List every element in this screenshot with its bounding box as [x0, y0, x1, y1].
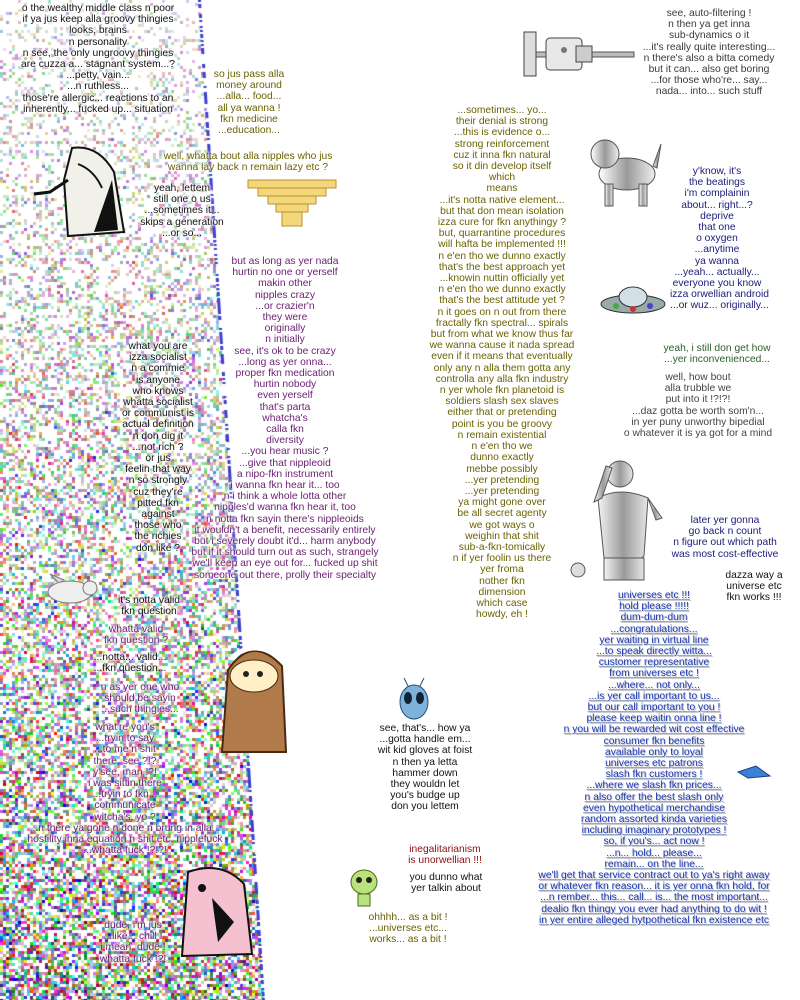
- ineg-block: [395, 844, 495, 866]
- denial-block: [404, 105, 600, 620]
- text-line: don you lettem: [391, 801, 459, 813]
- text-line: should be sayin: [104, 693, 176, 705]
- text-line: n yer whole fkn planetoid is: [439, 385, 565, 397]
- text-line: n i think a whole lotta other: [223, 491, 347, 503]
- pocket-watch-icon: [568, 560, 588, 580]
- text-line: well, how bout: [665, 372, 731, 383]
- notta2-block: [80, 652, 180, 674]
- text-line: available only to loyal: [605, 746, 703, 758]
- text-line: ...alla... food...: [216, 91, 282, 103]
- text-line: ...to me n shit: [94, 744, 156, 756]
- text-line: n as yer one who: [100, 682, 180, 693]
- text-line: someone out there, prolly their specialty: [193, 569, 376, 581]
- text-line: fkn question: [121, 606, 177, 618]
- text-line: deprive: [700, 210, 734, 222]
- text-line: see, that's... how ya: [379, 723, 471, 734]
- well-how-block: [608, 372, 788, 439]
- alien-head-icon: [396, 676, 432, 724]
- text-line: ...whatta fuck !?!?!: [83, 845, 167, 857]
- text-line: yeah, i still don get how: [663, 343, 771, 354]
- text-line: n don dig it: [132, 430, 184, 442]
- text-line: or jus: [145, 453, 171, 465]
- text-line: ...anytime: [694, 244, 740, 256]
- text-line: money around: [216, 80, 282, 92]
- text-line: don like ?: [135, 542, 181, 554]
- text-line: go back n count: [688, 526, 762, 538]
- text-line: cuz they're: [133, 486, 183, 498]
- text-line: ...n rember... this... call... is... the most important...: [540, 892, 768, 904]
- text-line: ...where we slash fkn prices...: [586, 780, 722, 792]
- text-line: dunno exactly: [470, 452, 534, 464]
- text-line: n notta fkn sayin there's nippleoids: [206, 513, 364, 525]
- text-line: ...it's notta native element...: [439, 194, 565, 206]
- text-line: in yer puny unworthy bipedial: [631, 416, 765, 428]
- text-line: the beatings: [688, 177, 746, 189]
- text-line: makin other: [258, 278, 312, 290]
- blue-shard-icon: [736, 764, 772, 780]
- text-line: n figure out which path: [673, 537, 777, 549]
- text-line: from universes etc !: [609, 668, 699, 680]
- text-line: ...sometimes... yo...: [457, 105, 547, 116]
- text-line: izza orwellian android: [670, 289, 770, 301]
- text-line: i mean, dude !: [100, 942, 166, 954]
- text-line: nother fkn: [479, 575, 525, 587]
- text-line: izza socialist: [129, 352, 187, 364]
- text-line: or communist is: [121, 408, 195, 420]
- text-line: dazza way a: [725, 570, 783, 581]
- text-line: including imaginary prototypes !: [581, 825, 727, 837]
- sailor-hat-icon: [208, 640, 298, 760]
- text-line: o oxygen: [696, 233, 738, 245]
- text-line: even hypothetical merchandise: [583, 802, 725, 814]
- text-line: n e'en tho we dunno exactly: [438, 250, 566, 262]
- text-line: ...like... chill !: [103, 931, 163, 943]
- text-line: ...long as yer onna...: [238, 356, 332, 368]
- later-block: [658, 515, 792, 560]
- text-line: n e'en tho we: [471, 441, 533, 453]
- text-line: what're you's: [95, 722, 155, 733]
- text-line: ...universes etc...: [369, 923, 447, 935]
- text-line: ...n ruthless...: [67, 81, 129, 93]
- text-line: only any n alla them gotta any: [433, 362, 571, 374]
- text-line: n you will be rewarded wit cost effective: [563, 724, 745, 736]
- text-line: or whatever fkn reason... it is yer onna fkn hold, for: [538, 881, 770, 893]
- text-line: n remain existential: [457, 429, 547, 441]
- ufo-icon: [598, 282, 668, 322]
- text-line: nipples crazy: [254, 289, 316, 301]
- text-line: ...give that nippleoid: [239, 457, 331, 469]
- text-line: i'm complainin: [684, 188, 750, 200]
- text-line: fkn works !!!: [726, 592, 782, 604]
- ziggurat-icon: [240, 170, 344, 230]
- text-line: ...yeah... actually...: [674, 266, 760, 278]
- text-line: be all secret agenty: [457, 508, 547, 520]
- text-line: ...tryin to say: [95, 733, 155, 745]
- text-line: against: [141, 509, 175, 521]
- text-line: looks, brains: [69, 25, 127, 37]
- text-line: proper fkn medication: [235, 368, 335, 380]
- text-line: but that don mean isolation: [440, 205, 564, 217]
- text-line: ...yer pretending: [464, 474, 540, 486]
- text-line: will hafta be implemented !!!: [438, 239, 566, 251]
- still-dont-block: [650, 343, 784, 365]
- text-line: but, quarrantine procedures: [438, 228, 566, 240]
- text-line: whatta socialist: [123, 397, 193, 409]
- text-line: ...you hear music ?: [241, 446, 329, 458]
- text-line: n personality: [68, 36, 128, 48]
- text-line: ya wanna: [694, 255, 740, 267]
- text-line: ...n there ya gone n done n brung in alla...: [29, 822, 221, 834]
- text-line: hurtin no one or yerself: [232, 267, 338, 279]
- text-line: that's the best approach yet: [438, 261, 566, 273]
- text-line: it wouldn't a benefit, necessarily entirely: [194, 524, 376, 536]
- text-line: ...this is evidence o...: [453, 127, 551, 139]
- text-line: we got ways o: [469, 519, 535, 531]
- text-line: so jus pass alla: [213, 69, 285, 80]
- tryin-block: [12, 722, 238, 856]
- text-line: they wouldn let: [390, 779, 460, 791]
- text-line: but our call important to you !: [587, 702, 721, 714]
- text-line: pitted fkn: [137, 497, 179, 509]
- text-line: see, it's ok to be crazy: [234, 345, 336, 357]
- text-line: yer waiting in virtual line: [599, 634, 709, 646]
- text-line: n e'en tho we dunno exactly: [438, 284, 566, 296]
- text-line: whatcha's: [262, 412, 308, 424]
- text-line: still one o us: [153, 194, 211, 206]
- text-line: witcha's, yo ?: [94, 811, 156, 823]
- text-line: put into it !?!?!: [665, 394, 731, 406]
- text-line: either that or pretending: [447, 407, 557, 419]
- dude-block: [88, 920, 178, 965]
- pink-figure-icon: [172, 862, 258, 962]
- text-line: wit kid gloves at foist: [377, 745, 473, 757]
- text-line: they were: [262, 312, 308, 324]
- text-line: yeah, lettem: [153, 183, 211, 194]
- text-line: ...yer pretending: [464, 485, 540, 497]
- text-line: izza cure for fkn anythingy ?: [437, 217, 567, 229]
- text-line: actual definition: [122, 419, 194, 431]
- text-line: ...n... hold... please...: [606, 847, 702, 859]
- text-line: ...or crazier'n: [255, 300, 315, 312]
- notta-valid-block: [104, 595, 194, 617]
- text-line: remain... on the line...: [604, 858, 704, 870]
- text-line: that one: [698, 222, 736, 234]
- text-line: later yer gonna: [690, 515, 760, 526]
- text-line: universes etc !!!: [617, 590, 691, 601]
- text-line: in yer entire alleged hytpothetical fkn existence etc: [538, 914, 770, 926]
- text-line: slash fkn customers !: [605, 769, 703, 781]
- text-line: that's parta: [259, 401, 311, 413]
- text-line: universe etc: [726, 581, 782, 593]
- text-line: ...notta... valid...: [93, 652, 167, 663]
- text-line: ...or so...: [161, 227, 203, 239]
- text-line: communicate: [94, 800, 156, 812]
- text-line: weighin that shit: [465, 530, 539, 542]
- text-line: y'see, man !?!: [93, 766, 157, 778]
- text-line: ...petty, vain...: [66, 70, 130, 82]
- text-line: about... right...?: [681, 199, 753, 211]
- text-line: ...daz gotta be worth som'n...: [632, 405, 764, 417]
- text-line: hostility inna equation n shit etc. nipplefuck: [27, 834, 223, 846]
- text-line: ...where... not only...: [608, 679, 700, 691]
- text-line: means: [486, 183, 518, 195]
- text-line: ...tryin to fkn...: [92, 789, 158, 801]
- one-who-block: [72, 682, 208, 716]
- text-line: but as long as yer nada: [231, 256, 339, 267]
- text-line: n there's also a bitta comedy: [643, 52, 775, 64]
- text-line: diversity: [266, 435, 304, 447]
- text-line: is anyone: [135, 374, 181, 386]
- text-line: inherently... fucked up... situation: [23, 103, 173, 115]
- text-line: but if it should turn out as such, strangely: [191, 547, 379, 559]
- text-line: ...congratulations...: [610, 623, 698, 635]
- so-jus-pass-block: [207, 69, 291, 136]
- text-line: whatta valid: [108, 624, 164, 635]
- text-line: even if it means that eventually: [431, 351, 573, 363]
- text-line: random assorted kinda varieties: [581, 814, 727, 826]
- text-line: cuz it inna fkn natural: [453, 149, 551, 161]
- text-line: dealio fkn thingy you ever had anything to do wit !: [541, 903, 767, 915]
- text-line: which case: [476, 597, 528, 609]
- text-line: ...sometimes it...: [144, 205, 220, 217]
- text-line: ...gotta handle em...: [379, 734, 471, 746]
- auto-filtering-block: [620, 8, 798, 98]
- text-line: a nipo-fkn instrument: [236, 468, 334, 480]
- text-line: that's the best attitude yet ?: [439, 295, 565, 307]
- text-line: nipples'd wanna fkn hear it, too: [214, 502, 356, 514]
- text-line: you dunno what: [409, 872, 483, 883]
- text-line: y'know, it's: [692, 166, 742, 177]
- text-line: the richies: [134, 531, 182, 543]
- text-line: mebbe possibly: [466, 463, 538, 475]
- text-line: all ya wanna !: [217, 102, 281, 114]
- text-line: n so strongly: [128, 475, 188, 487]
- text-line: those're allergic... reactions to an: [22, 92, 174, 104]
- text-line: ...such thingies...: [101, 704, 179, 716]
- text-line: we'll keep an eye out for... fucked up shit: [192, 558, 378, 570]
- text-line: n a commie: [131, 363, 185, 375]
- text-line: feelin that way: [125, 464, 191, 476]
- text-line: sub-dynamics o it: [668, 30, 750, 42]
- text-line: ...education...: [218, 125, 280, 137]
- universes-block: [508, 590, 800, 926]
- text-line: yer talkin about: [411, 883, 481, 895]
- text-line: n it goes on n out from there: [437, 306, 567, 318]
- text-line: n also offer the best slash only: [584, 791, 724, 803]
- text-line: n see, the only ungroovy thingies: [22, 47, 174, 59]
- text-line: works... as a bit !: [369, 934, 447, 946]
- text-line: o the wealthy middle class n poor: [21, 3, 175, 14]
- text-line: which: [488, 172, 516, 184]
- text-line: everyone you know: [672, 278, 762, 290]
- text-line: ya might gone over: [458, 497, 546, 509]
- ohhhh-block: [352, 912, 464, 946]
- text-line: calla fkn: [266, 424, 304, 436]
- text-line: please keep waitin onna line !: [586, 713, 722, 725]
- text-line: wanna lay back n remain lazy etc ?: [167, 162, 329, 174]
- flying-pig-icon: [40, 572, 106, 612]
- text-line: well, whatta bout alla nipples who jus: [163, 151, 333, 162]
- text-line: if ya jus keep alla groovy thingies: [22, 14, 174, 26]
- whatta-valid-block: [86, 624, 186, 646]
- as-long-block: [185, 256, 385, 581]
- text-line: ...fkn question...: [93, 663, 167, 675]
- text-line: universes etc patrons: [605, 758, 703, 770]
- text-line: you's budge up: [390, 790, 460, 802]
- text-line: dum-dum-dum: [620, 612, 688, 624]
- text-line: we wanna cause it nada spread: [429, 340, 575, 352]
- text-line: fkn question ?: [103, 635, 169, 647]
- text-line: customer representative: [598, 657, 710, 669]
- dunno-block: [396, 872, 496, 894]
- text-line: see, auto-filtering !: [666, 8, 752, 19]
- text-line: dimension: [478, 586, 526, 598]
- text-line: so, if you's... act now !: [603, 836, 705, 848]
- text-line: sub-a-fkn-tomically: [458, 541, 546, 553]
- text-line: n then ya letta: [392, 756, 458, 768]
- text-line: soldiers slash sex slaves: [445, 396, 559, 408]
- text-line: their denial is strong: [455, 116, 549, 128]
- text-line: controlla any alla fkn industry: [435, 373, 569, 385]
- text-line: hammer down: [392, 767, 458, 779]
- text-line: i was sittin there: [88, 778, 162, 790]
- text-line: i wanna fkn hear it... too: [230, 480, 340, 492]
- text-line: dude, i'm jus: [104, 920, 162, 931]
- text-line: but it can... also get boring: [648, 64, 770, 76]
- text-line: skips a generation: [140, 216, 224, 228]
- silver-dog-icon: [583, 132, 665, 212]
- text-line: inegalitarianism: [409, 844, 481, 855]
- text-line: fkn medicine: [220, 113, 278, 125]
- text-line: point is you be groovy: [451, 418, 553, 430]
- text-line: strong reinforcement: [454, 138, 550, 150]
- text-line: ...to speak directly witta...: [596, 646, 712, 658]
- text-line: what you are: [128, 341, 188, 352]
- text-line: ...is yer call important to us...: [588, 690, 720, 702]
- thats-block: [362, 723, 488, 813]
- text-line: consumer fkn benefits: [603, 735, 705, 747]
- text-line: we'll get that service contract out to ya's right away: [538, 870, 770, 882]
- socialist-block: [108, 341, 208, 554]
- intro-block: [2, 3, 194, 115]
- text-line: ohhhh... as a bit !: [368, 912, 448, 923]
- text-line: ...or wuz... originally...: [670, 300, 769, 312]
- text-line: those who: [134, 520, 182, 532]
- text-line: nada... into... such stuff: [655, 86, 763, 98]
- text-line: n then ya get inna: [668, 19, 750, 31]
- text-line: so it din develop itself: [452, 161, 552, 173]
- beatings-block: [670, 166, 770, 312]
- text-line: hurtin nobody: [253, 379, 317, 391]
- lettem-block: [132, 183, 232, 239]
- text-line: ...knowin nuttin officially yet: [439, 273, 565, 285]
- text-line: ...not rich ?: [132, 441, 184, 453]
- silver-statue-icon: [590, 458, 670, 584]
- text-line: yer froma: [480, 564, 524, 576]
- text-line: ...yer inconvenienced...: [664, 354, 770, 366]
- text-line: o whatever it is ya got for a mind: [623, 428, 773, 440]
- text-line: who knows: [132, 385, 184, 397]
- text-line: was most cost-effective: [671, 548, 779, 560]
- text-line: alla trubble we: [664, 383, 732, 395]
- text-line: hold please !!!!!: [619, 601, 689, 613]
- alien-green-icon: [344, 864, 384, 910]
- text-line: but i severely doubt it'd... harm anybody: [194, 536, 376, 548]
- text-line: it's notta valid: [117, 595, 181, 606]
- text-line: whatta fuck !?!: [99, 953, 167, 965]
- text-line: ...it's really quite interesting...: [642, 41, 776, 53]
- text-line: n if yer foolin us there: [452, 553, 552, 565]
- text-line: howdy, eh !: [476, 609, 528, 621]
- pipe-tool-icon: [516, 14, 636, 84]
- text-line: are cuzza a... stagnant system...?: [21, 59, 175, 71]
- text-line: is unorwellian !!!: [408, 855, 482, 867]
- text-line: originally: [264, 323, 306, 335]
- text-line: there, see ?!?: [93, 755, 157, 767]
- hooded-figure-icon: [28, 140, 138, 240]
- text-line: n initially: [265, 334, 305, 346]
- text-line: fractally fkn spectral... spirals: [435, 317, 569, 329]
- text-line: but from what we know thus far: [430, 329, 574, 341]
- text-line: ...for those who're... say...: [650, 75, 768, 87]
- text-line: even yerself: [257, 390, 313, 402]
